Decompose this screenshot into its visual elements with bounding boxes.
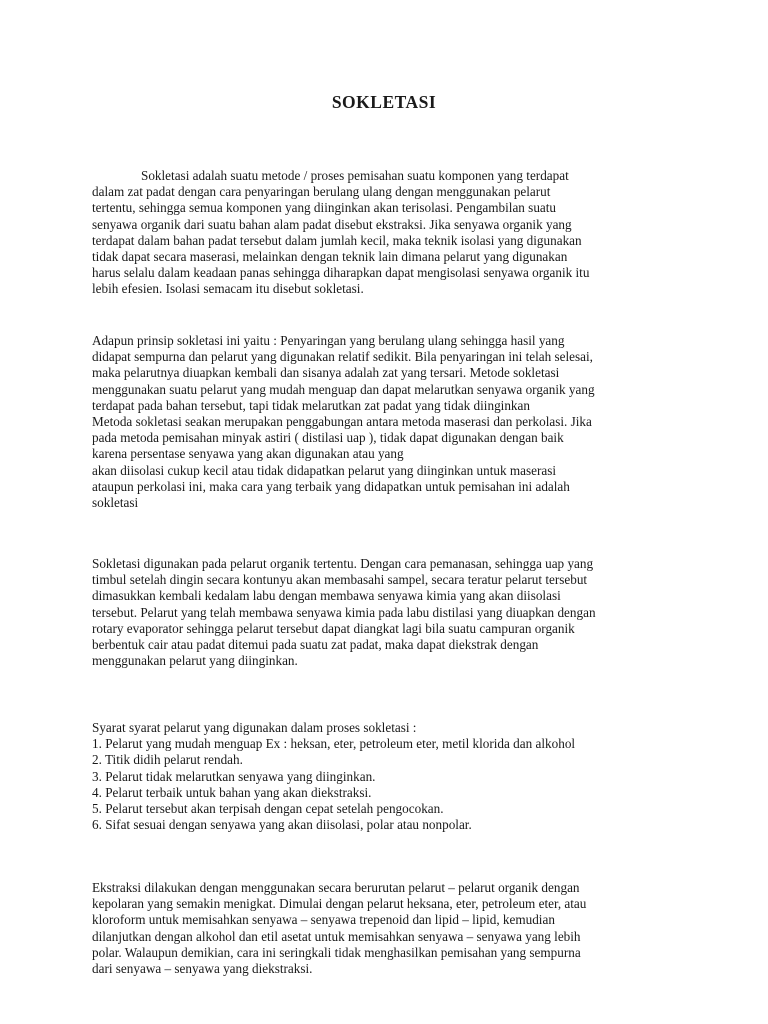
- text-line: karena persentase senyawa yang akan digunakan atau yang: [92, 446, 404, 462]
- text-line: rotary evaporator sehingga pelarut tersebut dapat diangkat lagi bila suatu campuran organik: [92, 620, 575, 636]
- paragraph-solvent-requirements: [92, 720, 682, 833]
- text-line: maka pelarutnya diuapkan kembali dan sisanya adalah zat yang tersari. Metode sokletasi: [92, 365, 560, 381]
- text-line: dimasukkan kembali kedalam labu dengan membawa senyawa kimia yang akan diisolasi: [92, 588, 561, 604]
- list-item: 1. Pelarut yang mudah menguap Ex : heksan, eter, petroleum eter, metil klorida dan alkohol: [92, 736, 576, 752]
- text-line: harus selalu dalam keadaan panas sehingga diharapkan dapat mengisolasi senyawa organik itu: [92, 265, 590, 281]
- text-line: timbul setelah dingin secara kontunyu akan membasahi sampel, secara teratur pelarut tersebut: [92, 572, 588, 588]
- text-line: senyawa organik dari suatu bahan alam padat disebut ekstraksi. Jika senyawa organik yang: [92, 216, 572, 232]
- text-line: tertentu, sehingga semua komponen yang diinginkan akan terisolasi. Pengambilan suatu: [92, 200, 557, 216]
- text-line: Adapun prinsip sokletasi ini yaitu : Penyaringan yang berulang ulang sehingga hasil yang: [92, 333, 565, 348]
- text-line: dari senyawa – senyawa yang diekstraksi.: [92, 961, 313, 977]
- list-item: 2. Titik didih pelarut rendah.: [92, 752, 243, 768]
- paragraph-definition: [92, 168, 682, 298]
- text-line: Syarat syarat pelarut yang digunakan dalam proses sokletasi :: [92, 720, 417, 735]
- paragraph-usage: [92, 556, 682, 669]
- text-line: lebih efesien. Isolasi semacam itu disebut sokletasi.: [92, 281, 364, 297]
- text-line: terdapat dalam bahan padat tersebut dalam jumlah kecil, maka teknik isolasi yang digunakan: [92, 232, 582, 248]
- text-line: ataupun perkolasi ini, maka cara yang terbaik yang didapatkan untuk pemisahan ini adalah: [92, 478, 570, 494]
- text-line: akan diisolasi cukup kecil atau tidak didapatkan pelarut yang diinginkan untuk maserasi: [92, 462, 556, 478]
- text-line: Sokletasi adalah suatu metode / proses pemisahan suatu komponen yang terdapat: [141, 168, 569, 183]
- text-line: berbentuk cair atau padat ditemui pada suatu zat padat, maka dapat diekstrak dengan: [92, 637, 539, 653]
- list-item: 4. Pelarut terbaik untuk bahan yang akan diekstraksi.: [92, 784, 372, 800]
- paragraph-extraction: [92, 880, 682, 977]
- text-line: Sokletasi digunakan pada pelarut organik tertentu. Dengan cara pemanasan, sehingga uap yang: [92, 556, 594, 571]
- list-item: 5. Pelarut tersebut akan terpisah dengan cepat setelah pengocokan.: [92, 801, 444, 817]
- text-line: Ekstraksi dilakukan dengan menggunakan secara berurutan pelarut – pelarut organik dengan: [92, 880, 580, 895]
- text-line: dilanjutkan dengan alkohol dan etil asetat untuk memisahkan senyawa – senyawa yang lebih: [92, 928, 581, 944]
- paragraph-principle: [92, 333, 682, 511]
- list-item: 6. Sifat sesuai dengan senyawa yang akan diisolasi, polar atau nonpolar.: [92, 817, 472, 833]
- text-line: sokletasi: [92, 495, 139, 511]
- list-item: 3. Pelarut tidak melarutkan senyawa yang diinginkan.: [92, 768, 376, 784]
- text-line: Metoda sokletasi seakan merupakan penggabungan antara metoda maserasi dan perkolasi. Jika: [92, 414, 592, 430]
- text-line: didapat sempurna dan pelarut yang digunakan relatif sedikit. Bila penyaringan ini telah selesai,: [92, 349, 593, 365]
- text-line: kepolaran yang semakin menigkat. Dimulai dengan pelarut heksana, eter, petroleum eter, atau: [92, 896, 587, 912]
- text-line: menggunakan suatu pelarut yang mudah menguap dan dapat melarutkan senyawa organik yang: [92, 381, 595, 397]
- page-title: SOKLETASI: [331, 92, 437, 112]
- text-line: terdapat pada bahan tersebut, tapi tidak melarutkan zat padat yang tidak diinginkan: [92, 397, 530, 413]
- text-line: tidak dapat secara maserasi, melainkan dengan teknik lain dimana pelarut yang digunakan: [92, 249, 568, 265]
- text-line: dalam zat padat dengan cara penyaringan berulang ulang dengan menggunakan pelarut: [92, 184, 551, 200]
- text-line: polar. Walaupun demikian, cara ini seringkali tidak menghasilkan pemisahan yang sempurna: [92, 944, 581, 960]
- text-line: kloroform untuk memisahkan senyawa – senyawa trepenoid dan lipid – lipid, kemudian: [92, 912, 555, 928]
- text-line: tersebut. Pelarut yang telah membawa senyawa kimia pada labu distilasi yang diuapkan dengan: [92, 604, 596, 620]
- text-line: pada metoda pemisahan minyak astiri ( distilasi uap ), tidak dapat digunakan dengan baik: [92, 430, 564, 446]
- text-line: menggunakan pelarut yang diinginkan.: [92, 653, 298, 669]
